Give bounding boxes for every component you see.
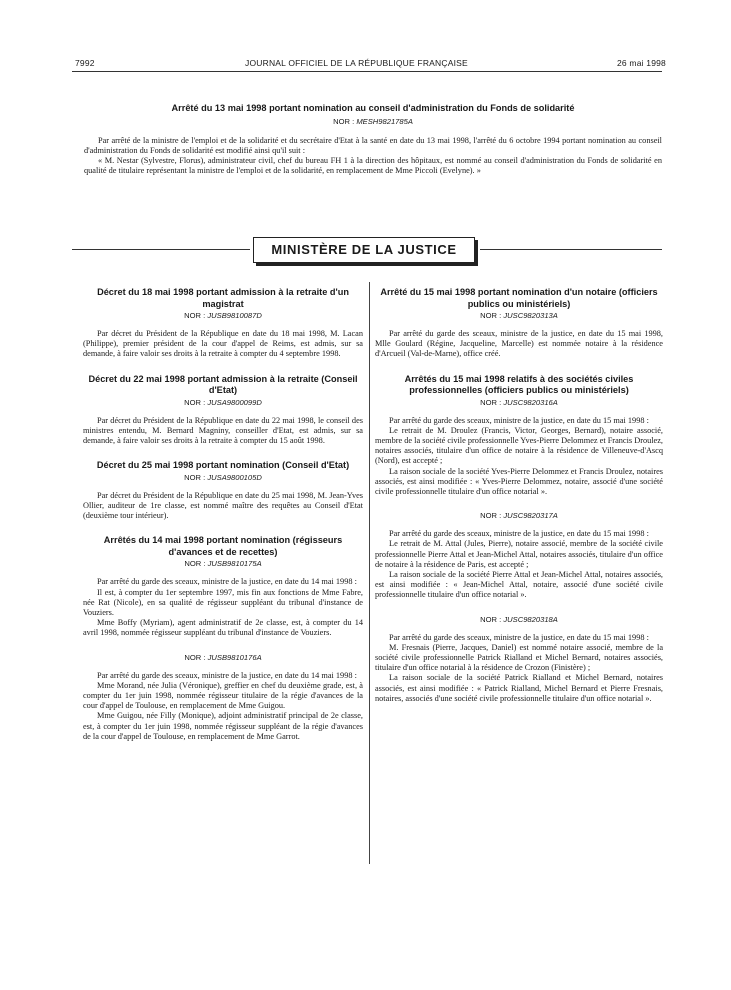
nor-label: NOR : xyxy=(480,511,502,521)
header-rule xyxy=(72,71,662,72)
nor-line xyxy=(83,653,363,663)
paragraph: La raison sociale de la société Yves-Pierre Delommez et Francis Droulez, notaires associés, est ainsi modifiée : « Yves-Pierre Delommez, notaire, associé d'une société civile professionnelle titulaire d'un office notarial ». xyxy=(375,466,663,497)
article-title: Décret du 18 mai 1998 portant admission à la retraite d'un magistrat xyxy=(97,287,349,309)
nor-line xyxy=(375,511,663,521)
nor-code: JUSA9800105D xyxy=(207,472,262,482)
journal-title: JOURNAL OFFICIEL DE LA RÉPUBLIQUE FRANÇAISE xyxy=(245,58,468,68)
nor-label: NOR : xyxy=(184,472,206,482)
column-divider xyxy=(369,282,370,864)
paragraph: Par arrêté du garde des sceaux, ministre de la justice, en date du 15 mai 1998 : xyxy=(389,529,649,539)
paragraph: M. Fresnais (Pierre, Jacques, Daniel) est nommé notaire associé, membre de la société civile professionnelle Patrick Rialland et Michel Bernard, notaires associés, titulaire d'un office notarial à la résidence de Crozon (Finistère) ; xyxy=(375,642,663,673)
nor-label: NOR : xyxy=(184,397,206,407)
nor-code: JUSC9820318A xyxy=(503,614,558,624)
left-column xyxy=(83,287,363,742)
ministry-title: MINISTÈRE DE LA JUSTICE xyxy=(271,242,457,257)
page-number: 7992 xyxy=(75,58,95,68)
paragraph: Le retrait de M. Droulez (Francis, Victor, Georges, Bernard), notaire associé, membre de la société civile professionnelle Yves-Pierre Delommez et Francis Droulez, notaires associés, titulaire d'un office de notaire à la résidence de Villeneuve-d'Ascq (Nord), est accepté ; xyxy=(375,425,663,466)
paragraph: Par arrêté du garde des sceaux, ministre de la justice, en date du 14 mai 1998 : xyxy=(97,670,357,680)
paragraph: Il est, à compter du 1er septembre 1997, mis fin aux fonctions de Mme Fabre, née Rat (Nicole), en sa qualité de régisseur suppléant du tribunal d'instance de Vouziers. xyxy=(83,587,363,617)
issue-date: 26 mai 1998 xyxy=(617,58,666,68)
paragraph: Par décret du Président de la République en date du 25 mai 1998, M. Jean-Yves Ollier, auditeur de 1re classe, est nommé maître des requêtes au Conseil d'Etat (deuxième tour intérieur). xyxy=(83,490,363,521)
ministry-banner xyxy=(253,237,475,263)
article-title: Arrêtés du 15 mai 1998 relatifs à des sociétés civiles professionnelles (officiers publics ou ministériels) xyxy=(404,373,634,396)
nor-code: JUSC9820316A xyxy=(503,397,558,407)
nor-line xyxy=(83,398,363,408)
paragraph: « M. Nestar (Sylvestre, Florus), administrateur civil, chef du bureau FH 1 à la direction des hôpitaux, est nommé au conseil d'administration du Fonds de solidarité en qualité de titulaire représentant la ministre de l'emploi et de la solidarité, en remplacement de Mme Piccoli (Evelyne). » xyxy=(84,155,662,176)
nor-code: JUSB9810087D xyxy=(207,311,262,320)
article-title: Arrêtés du 14 mai 1998 portant nomination (régisseurs d'avances et de recettes) xyxy=(103,535,343,557)
top-article xyxy=(84,103,662,176)
article-title: Arrêté du 13 mai 1998 portant nomination au conseil d'administration du Fonds de solidarité xyxy=(171,103,575,113)
nor-label: NOR : xyxy=(480,614,502,624)
paragraph: Par décret du Président de la République en date du 22 mai 1998, le conseil des ministres entendu, M. Bernard Magniny, conseiller d'Etat, est admis, sur sa demande, à faire valoir ses droits à la retraite à compter du 15 août 1998. xyxy=(83,415,363,446)
nor-line xyxy=(375,398,663,408)
nor-code: JUSC9820313A xyxy=(503,311,558,320)
paragraph: Par arrêté du garde des sceaux, ministre de la justice, en date du 15 mai 1998 : xyxy=(389,415,649,425)
paragraph: Mme Boffy (Myriam), agent administratif de 2e classe, est, à compter du 14 avril 1998, nommée régisseur suppléant du tribunal d'instance de Vouziers. xyxy=(83,618,363,638)
right-column xyxy=(375,287,663,704)
nor-line xyxy=(83,473,363,483)
nor-code: MESH9821785A xyxy=(356,116,413,126)
nor-line xyxy=(83,311,363,321)
paragraph: Mme Guigou, née Filly (Monique), adjoint administratif principal de 2e classe, est, à compter du 1er juin 1998, nommée régisseur suppléant de la régie d'avances de la cour d'appel de Toulouse, en remplacement de Mme Garrot. xyxy=(83,711,363,741)
paragraph: Par arrêté du garde des sceaux, ministre de la justice, en date du 15 mai 1998, Mlle Goulard (Régine, Jacqueline, Marcelle) est nommée notaire à la résidence d'Arcueil (Val-de-Marne), office créé. xyxy=(375,329,663,359)
nor-code: JUSA9800099D xyxy=(207,397,262,407)
nor-label: NOR : xyxy=(333,116,355,126)
nor-label: NOR : xyxy=(480,311,502,320)
paragraph: La raison sociale de la société Pierre Attal et Jean-Michel Attal, notaires associés, est ainsi modifiée : « Jean-Michel Attal, notaire, associé d'une société civile professionnelle titulaire d'un office notarial ». xyxy=(375,570,663,600)
nor-label: NOR : xyxy=(480,397,502,407)
paragraph: Le retrait de M. Attal (Jules, Pierre), notaire associé, membre de la société civile professionnelle Pierre Attal et Jean-Michel Attal, notaires associés, titulaire d'un office de notaire à la résidence de Paris, est accepté ; xyxy=(375,539,663,569)
nor-line xyxy=(83,559,363,569)
nor-code: JUSC9820317A xyxy=(503,511,558,521)
nor-code: JUSB9810175A xyxy=(207,559,262,569)
nor-label: NOR : xyxy=(184,559,206,569)
nor-line xyxy=(375,311,663,321)
paragraph: Par arrêté du garde des sceaux, ministre de la justice, en date du 14 mai 1998 : xyxy=(97,577,357,587)
article-title: Arrêté du 15 mai 1998 portant nomination d'un notaire (officiers publics ou ministériels) xyxy=(380,287,658,309)
nor-label: NOR : xyxy=(184,311,206,320)
paragraph: Mme Morand, née Julia (Véronique), greffier en chef du deuxième grade, est, à compter du 1er juin 1998, nommée régisseur titulaire de la régie d'avances de la cour d'appel de Toulouse, en remplacement de Mme Guigou. xyxy=(83,680,363,711)
paragraph: Par décret du Président de la République en date du 18 mai 1998, M. Lacan (Philippe), premier président de la cour d'appel de Reims, est admis, sur sa demande, à faire valoir ses droits à la retraite à compter du 4 septembre 1998. xyxy=(83,329,363,359)
article-title: Décret du 22 mai 1998 portant admission à la retraite (Conseil d'Etat) xyxy=(88,373,358,396)
article-title: Décret du 25 mai 1998 portant nomination (Conseil d'Etat) xyxy=(96,460,350,471)
nor-label: NOR : xyxy=(184,652,206,662)
nor-line xyxy=(375,615,663,625)
paragraph: Par arrêté de la ministre de l'emploi et de la solidarité et du secrétaire d'Etat à la santé en date du 13 mai 1998, l'arrêté du 6 octobre 1994 portant nomination au conseil d'administration du Fonds de solidarité est modifié ainsi qu'il suit : xyxy=(84,135,662,155)
nor-line xyxy=(84,117,662,127)
paragraph: La raison sociale de la société Patrick Rialland et Michel Bernard, notaires associés, est ainsi modifiée : « Patrick Rialland, Michel Bernard et Pierre Fresnais, notaires, associés d'une société civile professionnelle titulaire d'un office notarial ». xyxy=(375,673,663,703)
nor-code: JUSB9810176A xyxy=(207,652,262,662)
paragraph: Par arrêté du garde des sceaux, ministre de la justice, en date du 15 mai 1998 : xyxy=(389,632,649,642)
